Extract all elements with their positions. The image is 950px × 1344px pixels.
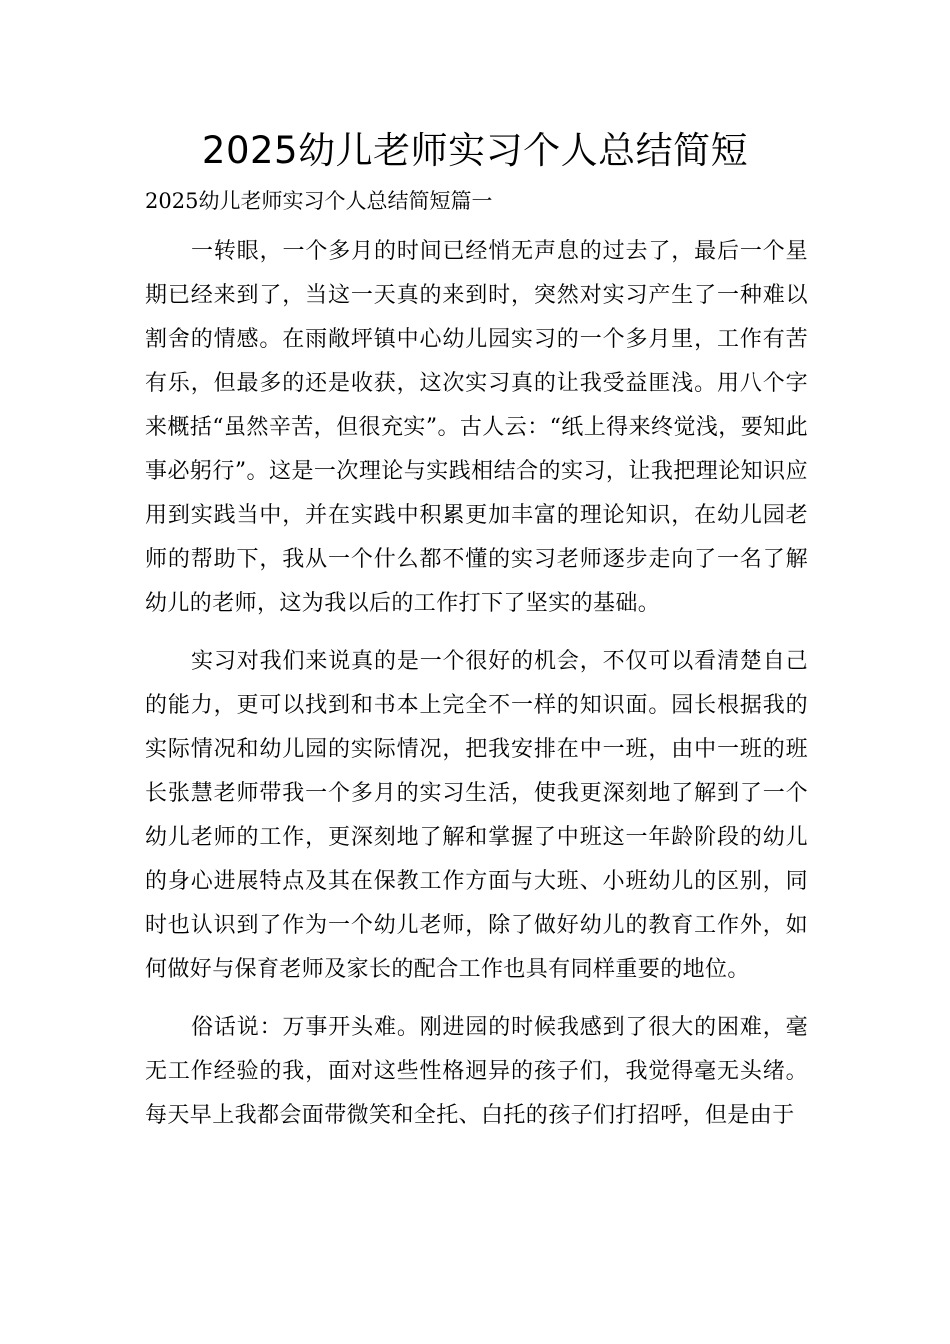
paragraph-1: 一转眼，一个多月的时间已经悄无声息的过去了，最后一个星期已经来到了，当这一天真的来到时，突然对实习产生了一种难以割舍的情感。在雨敞坪镇中心幼儿园实习的一个多月里，工作有苦有乐，但最多的还是收获，这次实习真的让我受益匪浅。用八个字来概括“虽然辛苦，但很充实”。古人云：“纸上得来终觉浅，要知此事必躬行”。这是一次理论与实践相结合的实习，让我把理论知识应用到实践当中，并在实践中积累更加丰富的理论知识，在幼儿园老师的帮助下，我从一个什么都不懂的实习老师逐步走向了一名了解幼儿的老师，这为我以后的工作打下了坚实的基础。	[145, 239, 808, 616]
document-title: 2025幼儿老师实习个人总结简短	[201, 129, 749, 172]
section-heading: 2025幼儿老师实习个人总结简短篇一	[145, 189, 493, 213]
document-body	[145, 230, 808, 1152]
paragraph-3: 俗话说：万事开头难。刚进园的时候我感到了很大的困难，毫无工作经验的我，面对这些性格迥异的孩子们，我觉得毫无头绪。每天早上我都会面带微笑和全托、白托的孩子们打招呼，但是由于	[145, 1015, 808, 1128]
paragraph-2: 实习对我们来说真的是一个很好的机会，不仅可以看清楚自己的能力，更可以找到和书本上完全不一样的知识面。园长根据我的实际情况和幼儿园的实际情况，把我安排在中一班，由中一班的班长张慧老师带我一个多月的实习生活，使我更深刻地了解到了一个幼儿老师的工作，更深刻地了解和掌握了中班这一年龄阶段的幼儿的身心进展特点及其在保教工作方面与大班、小班幼儿的区别，同时也认识到了作为一个幼儿老师，除了做好幼儿的教育工作外，如何做好与保育老师及家长的配合工作也具有同样重要的地位。	[145, 649, 808, 982]
